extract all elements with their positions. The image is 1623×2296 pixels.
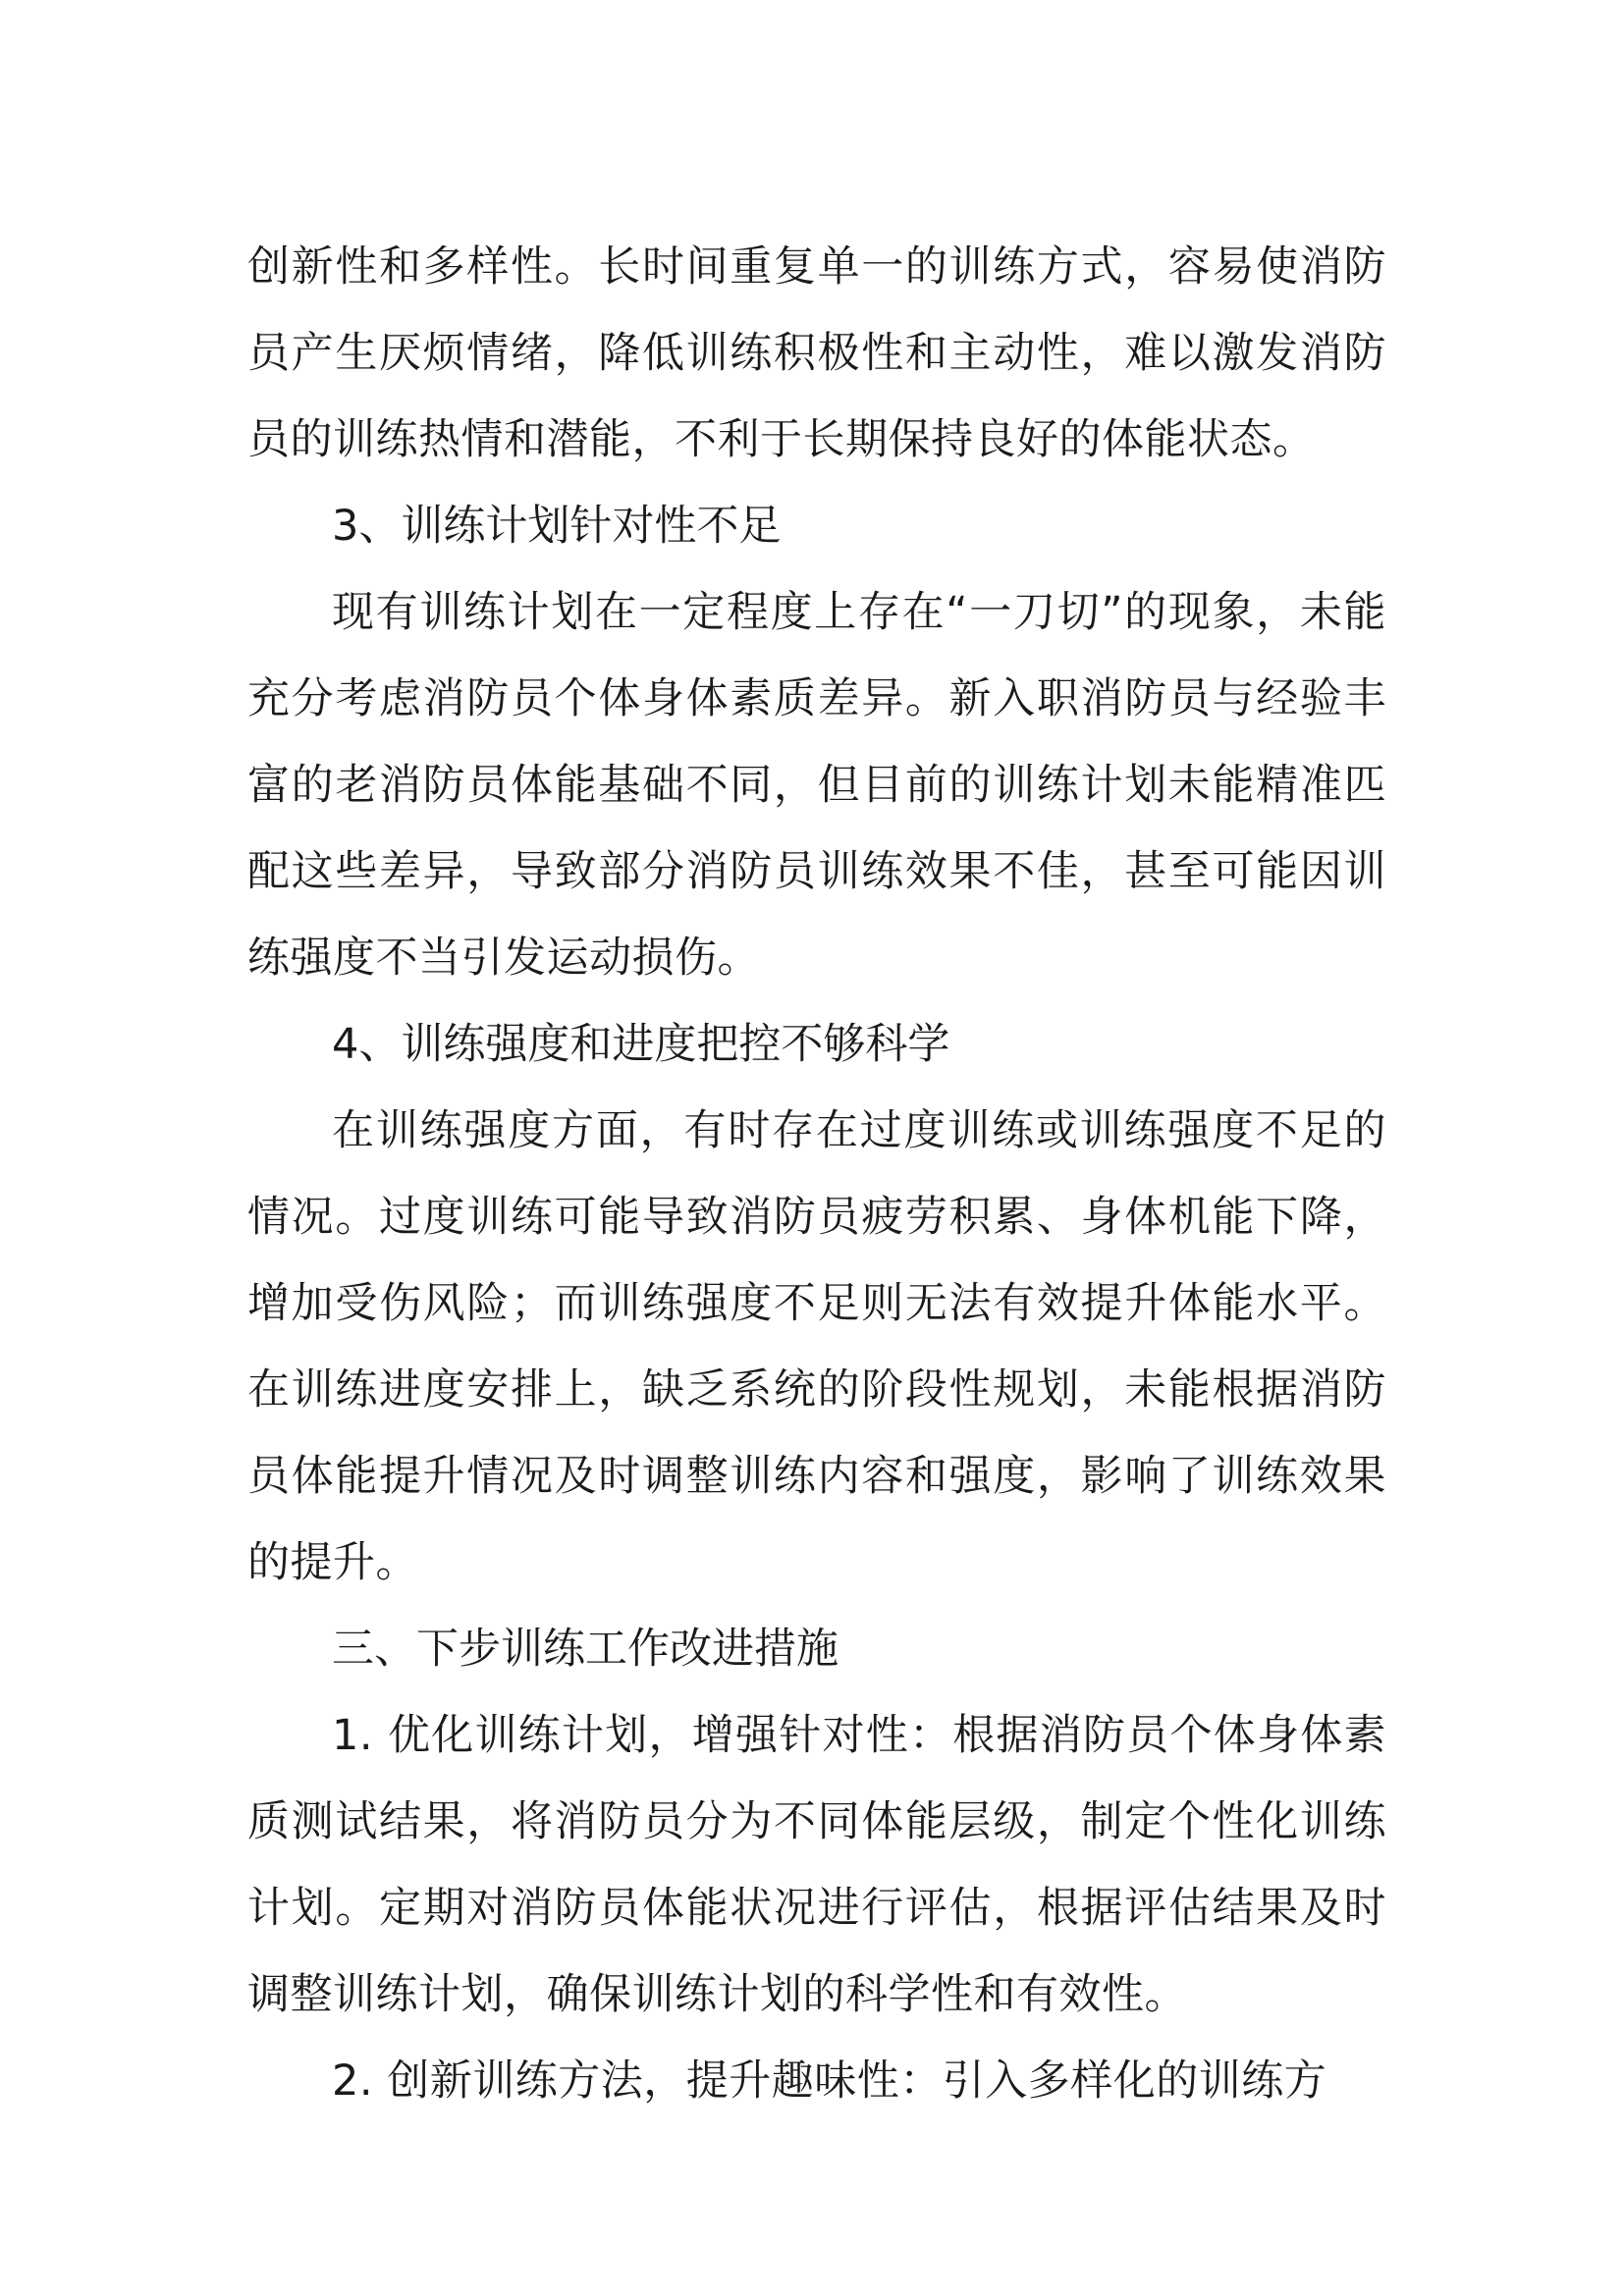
chapter-heading-improvements: 三、下步训练工作改进措施	[332, 1625, 839, 1674]
section-heading-4: 4、训练强度和进度把控不够科学	[332, 1020, 950, 1069]
paragraph-continuation: 创新性和多样性。长时间重复单一的训练方式，容易使消防员产生厌烦情绪，降低训练积极性和主动性，难以激发消防员的训练热情和潜能，不利于长期保持良好的体能状态。	[247, 242, 1386, 464]
document-page	[247, 224, 1386, 2124]
paragraph-measure-2: 2. 创新训练方法，提升趣味性：引入多样化的训练方	[332, 2056, 1327, 2106]
paragraph-training-intensity: 在训练强度方面，有时存在过度训练或训练强度不足的情况。过度训练可能导致消防员疲劳积累、身体机能下降，增加受伤风险；而训练强度不足则无法有效提升体能水平。在训练进度安排上，缺乏系统的阶段性规划，未能根据消防员体能提升情况及时调整训练内容和强度，影响了训练效果的提升。	[247, 1106, 1386, 1587]
section-heading-3: 3、训练计划针对性不足	[332, 502, 782, 551]
paragraph-training-plan: 现有训练计划在一定程度上存在“一刀切”的现象，未能充分考虑消防员个体身体素质差异。新入职消防员与经验丰富的老消防员体能基础不同，但目前的训练计划未能精准匹配这些差异，导致部分消防员训练效果不佳，甚至可能因训练强度不当引发运动损伤。	[247, 588, 1386, 983]
paragraph-measure-1: 1. 优化训练计划，增强针对性：根据消防员个体身体素质测试结果，将消防员分为不同体能层级，制定个性化训练计划。定期对消防员体能状况进行评估，根据评估结果及时调整训练计划，确保训练计划的科学性和有效性。	[247, 1711, 1386, 2019]
